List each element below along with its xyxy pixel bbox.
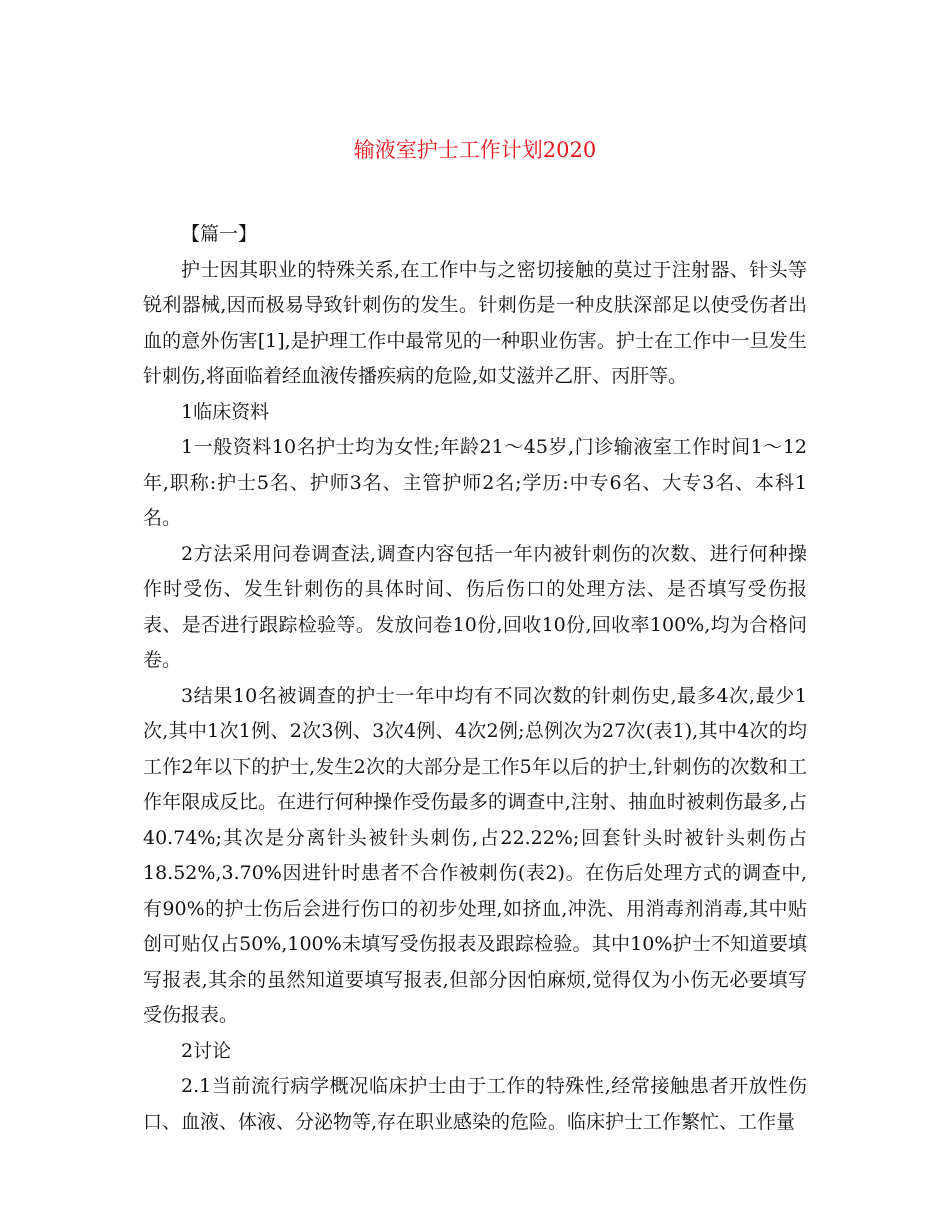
paragraph-methods: 2方法采用问卷调查法,调查内容包括一年内被针刺伤的次数、进行何种操作时受伤、发生针刺伤的具体时间、伤后伤口的处理方法、是否填写受伤报表、是否进行跟踪检验等。发放问卷10份,回收10份,回收率100%,均为合格问卷。: [143, 542, 807, 671]
section-label: 【篇一】: [181, 223, 258, 245]
paragraph-results: 3结果10名被调查的护士一年中均有不同次数的针刺伤史,最多4次,最少1次,其中1次1例、2次3例、3次4例、4次2例;总例次为27次(表1),其中4次的均工作2年以下的护士,发生2次的大部分是工作5年以后的护士,针刺伤的次数和工作年限成反比。在进行何种操作受伤最多的调查中,注射、抽血时被刺伤最多,占40.74%;其次是分离针头被针头刺伤,占22.22%;回套针头时被针头刺伤占18.52%,3.70%因进针时患者不合作被刺伤(表2)。在伤后处理方式的调查中,有90%的护士伤后会进行伤口的初步处理,如挤血,冲洗、用消毒剂消毒,其中贴创可贴仅占50%,100%未填写受伤报表及跟踪检验。其中10%护士不知道要填写报表,其余的虽然知道要填写报表,但部分因怕麻烦,觉得仅为小伤无必要填写受伤报表。: [143, 684, 807, 1026]
paragraph-intro: 护士因其职业的特殊关系,在工作中与之密切接触的莫过于注射器、针头等锐利器械,因而极易导致针刺伤的发生。针刺伤是一种皮肤深部足以使受伤者出血的意外伤害[1],是护理工作中最常见的一种职业伤害。护士在工作中一旦发生针刺伤,将面临着经血液传播疾病的危险,如艾滋并乙肝、丙肝等。: [143, 258, 807, 387]
heading-clinical-data: 1临床资料: [181, 400, 270, 423]
paragraph-epidemiology: 2.1当前流行病学概况临床护士由于工作的特殊性,经常接触患者开放性伤口、血液、体液、分泌物等,存在职业感染的危险。临床护士工作繁忙、工作量: [143, 1075, 807, 1133]
document-title: 输液室护士工作计划2020: [353, 138, 597, 162]
document-body: [143, 217, 807, 1140]
heading-discussion: 2讨论: [181, 1039, 232, 1062]
paragraph-general-data: 1一般资料10名护士均为女性;年龄21～45岁,门诊输液室工作时间1～12年,职称:护士5名、护师3名、主管护师2名;学历:中专6名、大专3名、本科1名。: [143, 436, 807, 529]
